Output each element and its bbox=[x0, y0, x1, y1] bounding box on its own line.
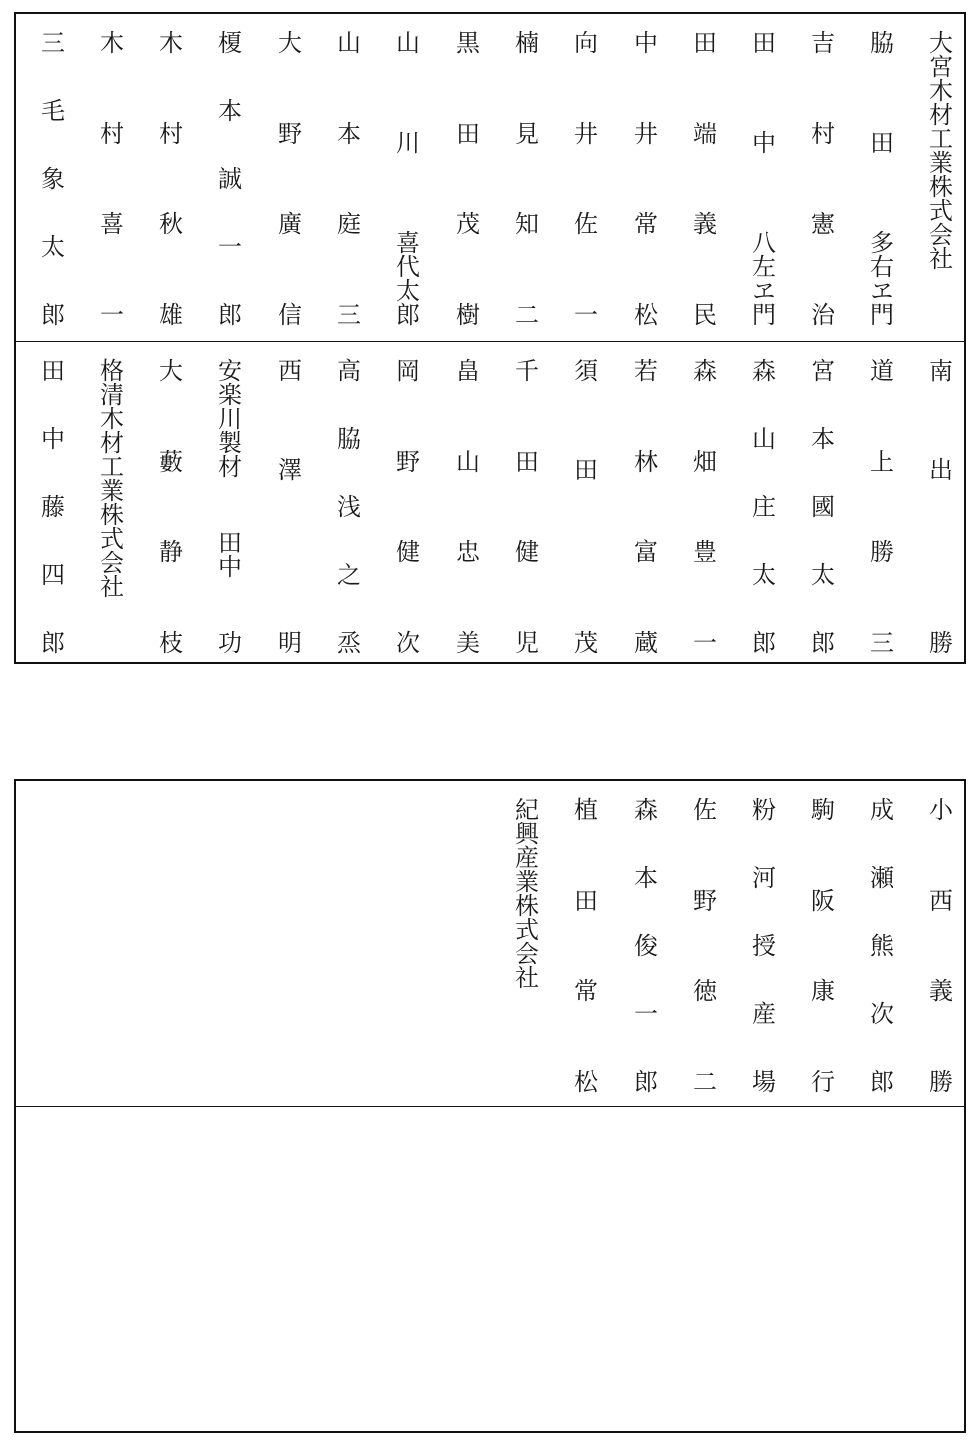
name-text: 野 bbox=[273, 120, 302, 145]
name-entry bbox=[561, 797, 605, 1093]
name-text: 郎 bbox=[36, 302, 65, 326]
name-entry bbox=[739, 30, 783, 326]
name-text: 楠 bbox=[510, 30, 539, 54]
name-text: 榎 bbox=[213, 30, 242, 54]
name-text: 井 bbox=[569, 120, 598, 145]
name-text: 大 bbox=[154, 358, 183, 382]
name-entry bbox=[561, 358, 605, 654]
roster-table-1 bbox=[14, 12, 966, 664]
name-text: 河 bbox=[747, 865, 776, 889]
name-text: 植 bbox=[569, 797, 598, 821]
name-text: 宮 bbox=[806, 358, 835, 382]
name-entry bbox=[443, 358, 487, 654]
name-text: 田 bbox=[865, 130, 894, 154]
name-text: 紀興産業株式会社 bbox=[510, 797, 539, 989]
table-1-top-row bbox=[16, 30, 964, 326]
name-text: 熊 bbox=[865, 933, 894, 957]
name-text: 蔵 bbox=[629, 629, 658, 654]
name-text: 脇 bbox=[332, 426, 361, 450]
name-text: 勝 bbox=[924, 1068, 953, 1093]
name-text: 四 bbox=[36, 562, 65, 586]
name-text: 毛 bbox=[36, 98, 65, 122]
name-text: 雄 bbox=[154, 301, 183, 326]
name-entry bbox=[916, 797, 960, 1093]
name-text: 郎 bbox=[36, 630, 65, 654]
name-entry bbox=[680, 30, 724, 326]
table-2-top-row bbox=[16, 797, 964, 1093]
name-text: 徳 bbox=[688, 978, 717, 1003]
name-entry bbox=[680, 797, 724, 1093]
name-text: 常 bbox=[629, 211, 658, 236]
name-text: 森 bbox=[629, 797, 658, 821]
name-text: 田 bbox=[747, 30, 776, 54]
name-entry bbox=[87, 30, 131, 326]
name-entry bbox=[443, 30, 487, 326]
name-text: 之 bbox=[332, 562, 361, 586]
name-text: 美 bbox=[451, 629, 480, 654]
name-text: 木 bbox=[154, 30, 183, 54]
name-text: 山 bbox=[332, 30, 361, 54]
name-text: 松 bbox=[569, 1068, 598, 1093]
name-text: 三 bbox=[36, 30, 65, 54]
name-text: 藪 bbox=[154, 448, 183, 473]
name-text: 明 bbox=[273, 629, 302, 654]
name-text: 高 bbox=[332, 358, 361, 382]
name-text: 烝 bbox=[332, 630, 361, 654]
name-entry bbox=[798, 30, 842, 326]
name-text: 藤 bbox=[36, 494, 65, 518]
name-text: 大 bbox=[273, 30, 302, 54]
name-text: 田 bbox=[569, 887, 598, 912]
name-text: 上 bbox=[865, 448, 894, 473]
name-text: 一 bbox=[688, 629, 717, 654]
name-text: 義 bbox=[924, 978, 953, 1003]
name-text: 木 bbox=[95, 30, 124, 54]
name-entry bbox=[916, 358, 960, 654]
name-entry bbox=[383, 358, 427, 654]
name-entry bbox=[621, 30, 665, 326]
name-entry bbox=[798, 358, 842, 654]
name-text: 静 bbox=[154, 539, 183, 564]
name-text: 庄 bbox=[747, 494, 776, 518]
name-text: 二 bbox=[510, 301, 539, 326]
name-text: 喜代太郎 bbox=[391, 230, 420, 326]
name-text: 二 bbox=[688, 1068, 717, 1093]
name-entry bbox=[265, 358, 309, 654]
name-text: 俊 bbox=[629, 933, 658, 957]
name-text: 佐 bbox=[688, 797, 717, 821]
name-entry bbox=[324, 358, 368, 654]
name-text: 本 bbox=[332, 120, 361, 145]
name-text: 岡 bbox=[391, 358, 420, 382]
name-entry bbox=[621, 797, 665, 1093]
name-entry bbox=[502, 797, 546, 1093]
name-text: 須 bbox=[569, 358, 598, 382]
name-entry bbox=[87, 358, 131, 654]
name-text: 太 bbox=[36, 234, 65, 258]
name-entry bbox=[502, 358, 546, 654]
name-text: 若 bbox=[629, 358, 658, 382]
row-divider bbox=[16, 341, 964, 342]
name-text: 治 bbox=[806, 301, 835, 326]
name-entry bbox=[383, 30, 427, 326]
name-text: 阪 bbox=[806, 887, 835, 912]
name-text: 粉 bbox=[747, 797, 776, 821]
name-text: 佐 bbox=[569, 211, 598, 236]
name-text: 見 bbox=[510, 120, 539, 145]
name-entry bbox=[324, 30, 368, 326]
name-entry bbox=[739, 358, 783, 654]
roster-table-2 bbox=[14, 779, 966, 1433]
name-text: 茂 bbox=[451, 211, 480, 236]
name-text: 誠 bbox=[213, 166, 242, 190]
name-text: 勝 bbox=[865, 539, 894, 564]
name-text: 憲 bbox=[806, 211, 835, 236]
name-entry bbox=[205, 358, 249, 654]
name-text: 山 bbox=[451, 448, 480, 473]
name-text: 田 bbox=[569, 456, 598, 481]
name-text: 豊 bbox=[688, 539, 717, 564]
name-text: 郎 bbox=[629, 1069, 658, 1093]
name-text: 田 bbox=[510, 448, 539, 473]
name-text: 森 bbox=[747, 358, 776, 382]
name-text: 三 bbox=[865, 629, 894, 654]
row-divider bbox=[16, 1106, 964, 1107]
name-text: 千 bbox=[510, 358, 539, 382]
name-text: 中 bbox=[36, 426, 65, 450]
name-text: 黒 bbox=[451, 30, 480, 54]
name-text: 郎 bbox=[747, 630, 776, 654]
name-text: 一 bbox=[213, 234, 242, 258]
name-text: 畠 bbox=[451, 358, 480, 382]
name-text: 太 bbox=[747, 562, 776, 586]
name-text: 児 bbox=[510, 629, 539, 654]
name-text: 象 bbox=[36, 166, 65, 190]
name-text: 庭 bbox=[332, 211, 361, 236]
name-text: 田中 bbox=[213, 530, 242, 578]
name-text: 野 bbox=[391, 448, 420, 473]
name-text: 駒 bbox=[806, 797, 835, 821]
name-text: 三 bbox=[332, 301, 361, 326]
name-entry bbox=[146, 30, 190, 326]
name-text: 森 bbox=[688, 358, 717, 382]
name-text: 大宮木材工業株式会社 bbox=[924, 30, 953, 270]
name-text: 信 bbox=[273, 301, 302, 326]
name-text: 廣 bbox=[273, 211, 302, 236]
name-text: 西 bbox=[273, 358, 302, 382]
name-entry bbox=[502, 30, 546, 326]
name-entry bbox=[916, 30, 960, 326]
name-text: 茂 bbox=[569, 629, 598, 654]
name-text: 次 bbox=[865, 1001, 894, 1025]
name-text: 枝 bbox=[154, 629, 183, 654]
name-text: 勝 bbox=[924, 629, 953, 654]
name-text: 松 bbox=[629, 301, 658, 326]
name-text: 郎 bbox=[213, 302, 242, 326]
name-entry bbox=[621, 358, 665, 654]
name-text: 場 bbox=[747, 1069, 776, 1093]
name-text: 畑 bbox=[688, 448, 717, 473]
name-text: 山 bbox=[747, 426, 776, 450]
name-text: 八左ヱ門 bbox=[747, 230, 776, 326]
name-text: 授 bbox=[747, 933, 776, 957]
name-entry bbox=[146, 358, 190, 654]
name-text: 樹 bbox=[451, 301, 480, 326]
name-text: 本 bbox=[629, 865, 658, 889]
name-entry bbox=[857, 30, 901, 326]
name-text: 中 bbox=[747, 130, 776, 154]
name-text: 成 bbox=[865, 797, 894, 821]
name-text: 脇 bbox=[865, 30, 894, 54]
name-text: 義 bbox=[688, 211, 717, 236]
name-text: 功 bbox=[213, 630, 242, 654]
name-text: 富 bbox=[629, 539, 658, 564]
name-text: 一 bbox=[569, 301, 598, 326]
name-text: 太 bbox=[806, 562, 835, 586]
name-entry bbox=[265, 30, 309, 326]
name-text: 中 bbox=[629, 30, 658, 54]
name-text: 井 bbox=[629, 120, 658, 145]
name-entry bbox=[28, 30, 72, 326]
name-text: 村 bbox=[154, 120, 183, 145]
name-text: 安楽川製材 bbox=[213, 358, 242, 478]
name-text: 健 bbox=[510, 539, 539, 564]
name-entry bbox=[680, 358, 724, 654]
name-text: 郎 bbox=[806, 630, 835, 654]
name-text: 常 bbox=[569, 978, 598, 1003]
name-text: 産 bbox=[747, 1001, 776, 1025]
name-entry bbox=[561, 30, 605, 326]
name-text: 吉 bbox=[806, 30, 835, 54]
name-text: 健 bbox=[391, 539, 420, 564]
name-text: 浅 bbox=[332, 494, 361, 518]
name-entry bbox=[205, 30, 249, 326]
name-text: 知 bbox=[510, 211, 539, 236]
name-text: 川 bbox=[391, 130, 420, 154]
name-text: 行 bbox=[806, 1068, 835, 1093]
name-text: 瀬 bbox=[865, 865, 894, 889]
name-text: 向 bbox=[569, 30, 598, 54]
name-text: 野 bbox=[688, 887, 717, 912]
name-text: 山 bbox=[391, 30, 420, 54]
name-text: 郎 bbox=[865, 1069, 894, 1093]
name-entry bbox=[28, 358, 72, 654]
name-text: 西 bbox=[924, 887, 953, 912]
name-text: 一 bbox=[95, 301, 124, 326]
name-text: 出 bbox=[924, 456, 953, 481]
name-entry bbox=[857, 797, 901, 1093]
name-text: 多右ヱ門 bbox=[865, 230, 894, 326]
name-text: 忠 bbox=[451, 539, 480, 564]
name-text: 村 bbox=[95, 120, 124, 145]
name-entry bbox=[798, 797, 842, 1093]
name-text: 格清木材工業株式会社 bbox=[95, 358, 124, 598]
name-entry bbox=[857, 358, 901, 654]
name-text: 秋 bbox=[154, 211, 183, 236]
name-text: 端 bbox=[688, 120, 717, 145]
name-text: 國 bbox=[806, 494, 835, 518]
name-text: 本 bbox=[213, 98, 242, 122]
name-text: 南 bbox=[924, 358, 953, 382]
name-text: 康 bbox=[806, 978, 835, 1003]
name-text: 田 bbox=[451, 120, 480, 145]
name-text: 田 bbox=[688, 30, 717, 54]
name-text: 林 bbox=[629, 448, 658, 473]
name-text: 喜 bbox=[95, 211, 124, 236]
name-text: 澤 bbox=[273, 456, 302, 481]
table-1-bottom-row bbox=[16, 358, 964, 654]
name-text: 一 bbox=[629, 1001, 658, 1025]
name-text: 本 bbox=[806, 426, 835, 450]
name-text: 道 bbox=[865, 358, 894, 382]
name-text: 田 bbox=[36, 358, 65, 382]
name-text: 民 bbox=[688, 301, 717, 326]
name-text: 村 bbox=[806, 120, 835, 145]
name-text: 小 bbox=[924, 797, 953, 821]
name-text: 次 bbox=[391, 629, 420, 654]
name-entry bbox=[739, 797, 783, 1093]
